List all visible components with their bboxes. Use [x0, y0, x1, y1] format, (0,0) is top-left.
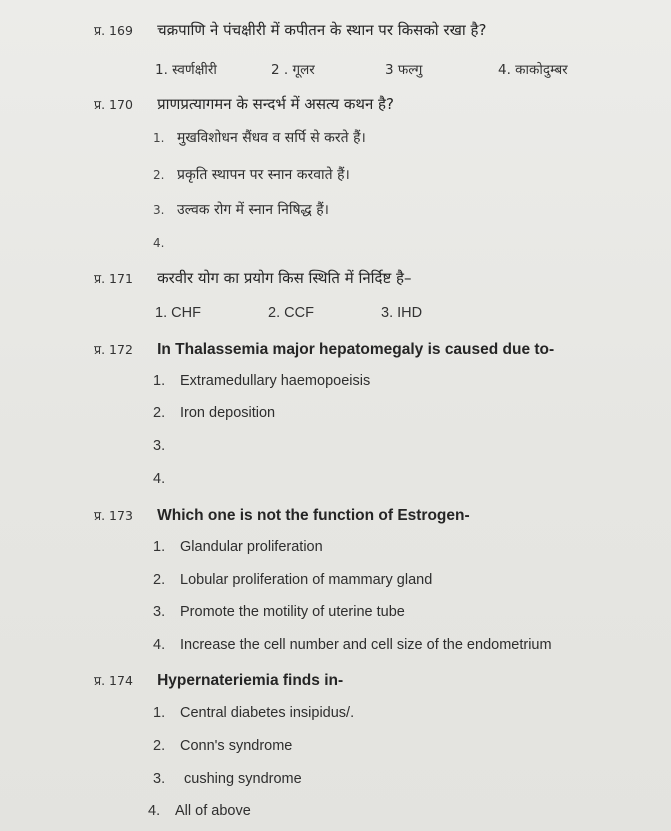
question-173	[94, 505, 470, 525]
option-2: 2 . गूलर	[271, 62, 315, 78]
option-3: 3 फल्गु	[385, 62, 423, 78]
option-4: 4.	[153, 471, 166, 487]
option-2: 2. CCF	[268, 305, 314, 321]
question-number: प्र. 174	[94, 673, 133, 688]
option-1: 1. Glandular proliferation	[153, 539, 323, 555]
question-169	[94, 20, 486, 40]
option-2: 2. Iron deposition	[153, 405, 276, 421]
question-174	[94, 670, 343, 690]
option-1: 1. Extramedullary haemopoeisis	[153, 373, 371, 389]
question-170	[94, 94, 394, 114]
question-text: Which one is not the function of Estrogen-	[157, 507, 470, 524]
question-171	[94, 268, 412, 288]
question-text: प्राणप्रत्यागमन के सन्दर्भ में असत्य कथन है?	[157, 95, 394, 113]
option-2: 2. Lobular proliferation of mammary gland	[153, 572, 433, 588]
question-number: प्र. 173	[94, 508, 133, 523]
option-1: 1. Central diabetes insipidus/.	[153, 705, 355, 721]
option-1: 1. मुखविशोधन सैंधव व सर्पि से करते हैं।	[153, 130, 366, 146]
option-4: 4. काकोदुम्बर	[498, 62, 568, 78]
option-3: 3. Promote the motility of uterine tube	[153, 604, 405, 620]
option-3: 3.	[153, 438, 166, 454]
question-text: Hypernateriemia finds in-	[157, 672, 344, 689]
option-2: 2. Conn's syndrome	[153, 738, 293, 754]
option-3: 3. IHD	[381, 305, 423, 321]
option-1: 1. स्वर्णक्षीरी	[155, 62, 217, 78]
option-3: 3. उल्वक रोग में स्नान निषिद्ध हैं।	[153, 202, 329, 218]
option-4: 4.	[153, 236, 165, 250]
option-4: 4. All of above	[148, 803, 251, 819]
question-number: प्र. 170	[94, 97, 133, 112]
option-1: 1. CHF	[155, 305, 201, 321]
question-number: प्र. 169	[94, 23, 133, 38]
option-2: 2. प्रकृति स्थापन पर स्नान करवाते हैं।	[153, 167, 350, 183]
question-number: प्र. 172	[94, 342, 133, 357]
question-text: In Thalassemia major hepatomegaly is caused due to-	[157, 341, 555, 358]
question-text: करवीर योग का प्रयोग किस स्थिति में निर्दिष्ट है–	[157, 269, 412, 287]
question-text: चक्रपाणि ने पंचक्षीरी में कपीतन के स्थान पर किसको रखा है?	[157, 21, 487, 39]
option-4: 4. Increase the cell number and cell size of the endometrium	[153, 637, 552, 653]
question-172	[94, 339, 554, 359]
option-3: 3. cushing syndrome	[153, 771, 302, 787]
question-number: प्र. 171	[94, 271, 133, 286]
